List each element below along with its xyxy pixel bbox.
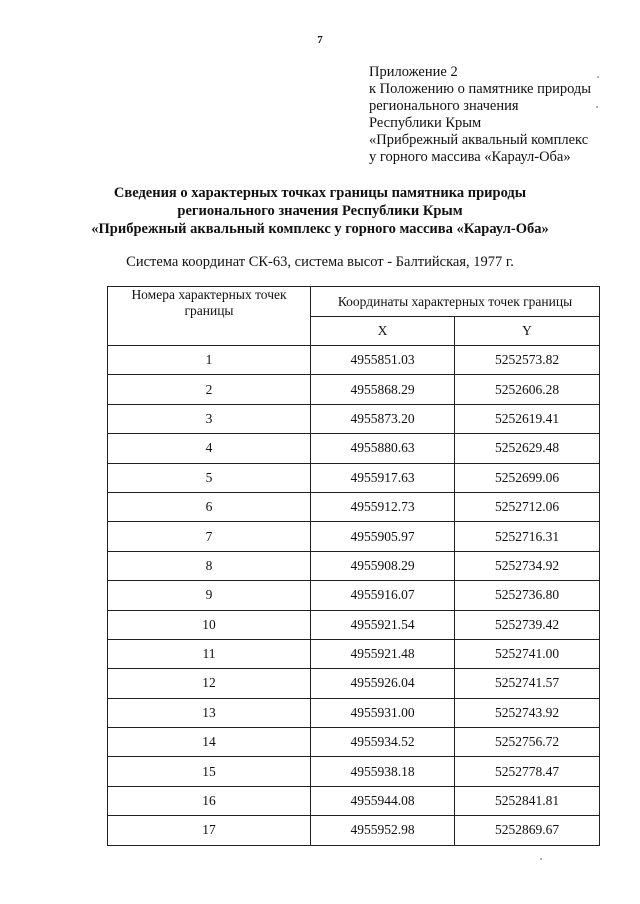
table-row	[108, 728, 600, 757]
scan-speck	[597, 76, 599, 78]
appendix-line: у горного массива «Караул-Оба»	[369, 149, 571, 165]
y-coordinate-cell: 5252869.67	[455, 816, 600, 845]
point-number-cell: 11	[108, 639, 311, 668]
point-number-cell: 8	[108, 551, 311, 580]
table-row	[108, 522, 600, 551]
y-coordinate-cell: 5252739.42	[455, 610, 600, 639]
x-coordinate-cell: 4955917.63	[311, 463, 455, 492]
x-coordinate-cell: 4955873.20	[311, 404, 455, 433]
table-row	[108, 434, 600, 463]
y-coordinate-cell: 5252629.48	[455, 434, 600, 463]
point-number-cell: 2	[108, 375, 311, 404]
table-row	[108, 581, 600, 610]
table-row	[108, 375, 600, 404]
table-row	[108, 492, 600, 521]
x-coordinate-cell: 4955880.63	[311, 434, 455, 463]
table-row	[108, 346, 600, 375]
point-number-cell: 4	[108, 434, 311, 463]
table-row	[108, 639, 600, 668]
y-coordinate-cell: 5252699.06	[455, 463, 600, 492]
x-coordinate-cell: 4955868.29	[311, 375, 455, 404]
y-coordinate-cell: 5252716.31	[455, 522, 600, 551]
y-coordinate-cell: 5252619.41	[455, 404, 600, 433]
coordinates-table	[107, 286, 600, 846]
x-coordinate-cell: 4955952.98	[311, 816, 455, 845]
point-number-cell: 15	[108, 757, 311, 786]
x-coordinate-cell: 4955938.18	[311, 757, 455, 786]
point-number-cell: 7	[108, 522, 311, 551]
table-row	[108, 610, 600, 639]
x-coordinate-cell: 4955934.52	[311, 728, 455, 757]
x-coordinate-cell: 4955931.00	[311, 698, 455, 727]
x-coordinate-cell: 4955944.08	[311, 786, 455, 815]
coordinate-system-note: Система координат СК-63, система высот - Балтийская, 1977 г.	[126, 254, 514, 270]
point-number-cell: 10	[108, 610, 311, 639]
y-coordinate-cell: 5252741.57	[455, 669, 600, 698]
header-coordinates: Координаты характерных точек границы	[311, 287, 600, 317]
y-coordinate-cell: 5252778.47	[455, 757, 600, 786]
x-coordinate-cell: 4955921.48	[311, 639, 455, 668]
x-coordinate-cell: 4955905.97	[311, 522, 455, 551]
table-row	[108, 669, 600, 698]
x-coordinate-cell: 4955908.29	[311, 551, 455, 580]
point-number-cell: 3	[108, 404, 311, 433]
title-line: регионального значения Республики Крым	[177, 203, 463, 219]
point-number-cell: 17	[108, 816, 311, 845]
point-number-cell: 14	[108, 728, 311, 757]
table-row	[108, 463, 600, 492]
x-coordinate-cell: 4955912.73	[311, 492, 455, 521]
document-title	[0, 184, 640, 238]
x-coordinate-cell: 4955921.54	[311, 610, 455, 639]
y-coordinate-cell: 5252734.92	[455, 551, 600, 580]
y-coordinate-cell: 5252741.00	[455, 639, 600, 668]
table-row	[108, 404, 600, 433]
point-number-cell: 5	[108, 463, 311, 492]
scan-speck	[596, 106, 598, 108]
appendix-note	[369, 64, 629, 166]
x-coordinate-cell: 4955851.03	[311, 346, 455, 375]
point-number-cell: 6	[108, 492, 311, 521]
point-number-cell: 1	[108, 346, 311, 375]
y-coordinate-cell: 5252712.06	[455, 492, 600, 521]
header-x: X	[311, 317, 455, 346]
x-coordinate-cell: 4955916.07	[311, 581, 455, 610]
y-coordinate-cell: 5252573.82	[455, 346, 600, 375]
table-row	[108, 786, 600, 815]
table-row	[108, 551, 600, 580]
appendix-line: «Прибрежный аквальный комплекс	[369, 132, 589, 148]
y-coordinate-cell: 5252841.81	[455, 786, 600, 815]
header-y: Y	[455, 317, 600, 346]
table-row	[108, 698, 600, 727]
scan-speck	[540, 858, 542, 860]
title-line: «Прибрежный аквальный комплекс у горного массива «Караул-Оба»	[91, 221, 549, 237]
y-coordinate-cell: 5252736.80	[455, 581, 600, 610]
appendix-line: к Положению о памятнике природы	[369, 81, 592, 97]
y-coordinate-cell: 5252756.72	[455, 728, 600, 757]
y-coordinate-cell: 5252606.28	[455, 375, 600, 404]
y-coordinate-cell: 5252743.92	[455, 698, 600, 727]
point-number-cell: 13	[108, 698, 311, 727]
title-line: Сведения о характерных точках границы памятника природы	[113, 185, 527, 201]
x-coordinate-cell: 4955926.04	[311, 669, 455, 698]
appendix-line: Республики Крым	[369, 115, 482, 131]
point-number-cell: 9	[108, 581, 311, 610]
table-row	[108, 757, 600, 786]
appendix-line: регионального значения	[369, 98, 519, 114]
header-points: Номера характерных точек границы	[108, 287, 311, 346]
appendix-line: Приложение 2	[369, 64, 458, 80]
point-number-cell: 12	[108, 669, 311, 698]
point-number-cell: 16	[108, 786, 311, 815]
table-body	[108, 346, 600, 846]
table-row	[108, 816, 600, 845]
page-number: 7	[317, 34, 323, 46]
